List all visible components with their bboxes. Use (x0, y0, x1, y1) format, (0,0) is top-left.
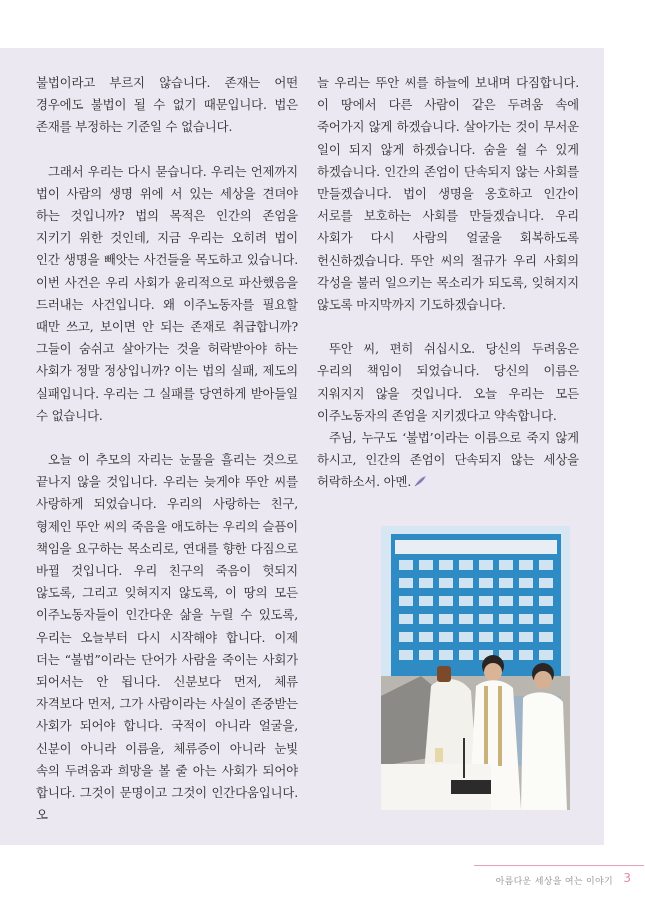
article-paragraph: 뚜안 씨, 편히 쉬십시오. 당신의 두려움은 우리의 책임이 되었습니다. 당신의 이름은 지워지지 않을 것입니다. 오늘 우리는 모든 이주노동자의 존엄을 지키겠다고 약속합니다. (317, 341, 579, 423)
leaf-icon (413, 475, 427, 487)
article-left-column (36, 72, 298, 827)
article-paragraph: 불법이라고 부르지 않습니다. 존재는 어떤 경우에도 불법이 될 수 없기 때문입니다. 법은 존재를 부정하는 기준일 수 없습니다. (36, 75, 298, 135)
article-paragraph: 늘 우리는 뚜안 씨를 하늘에 보내며 다짐합니다. 이 땅에서 다른 사람이 같은 두려움 속에 죽어가지 않게 하겠습니다. 살아가는 것이 무서운 일이 되지 않게 하겠습니다. 숨을 쉴 수 있게 하겠습니다. 인간의 존엄이 단속되지 않는 사회를 만들겠습니다. 법이 생명을 옹호하고 인간이 서로를 보호하는 사회를 만들겠습니다. 우리 사회가 다시 사람의 얼굴을 회복하도록 헌신하겠습니다. 뚜안 씨의 절규가 우리 사회의 각성을 불러 일으키는 목소리가 되도록, 잊혀지지 않도록 마지막까지 기도하겠습니다. (317, 75, 579, 313)
running-title: 아름다운 세상을 여는 이야기 (495, 877, 613, 887)
page-number: 3 (623, 871, 631, 885)
article-paragraph: 주님, 누구도 ‘불법’이라는 이름으로 죽지 않게 하시고, 인간의 존엄이 단속되지 않는 세상을 허락하소서. 아멘. (317, 430, 579, 490)
article-paragraph: 그래서 우리는 다시 묻습니다. 우리는 언제까지 법이 사람의 생명 위에 서 있는 세상을 견뎌야 하는 것입니까? 법의 목적은 인간의 존엄을 지키기 위한 것인데, 지금 우리는 오히려 법이 인간 생명을 빼앗는 사건들을 목도하고 있습니다. 이번 사건은 우리 사회가 윤리적으로 파산했음을 드러내는 사건입니다. 왜 이주노동자를 필요할 때만 쓰고, 보이면 안 되는 존재로 취급합니까? 그들이 숨쉬고 살아가는 것을 허락받아야 하는 사회가 정말 정상입니까? 이는 법의 실패, 제도의 실패입니다. 우리는 그 실패를 당연하게 받아들일 수 없습니다. (36, 163, 298, 423)
footer-rule (474, 865, 644, 866)
article-paragraph: 오늘 이 추모의 자리는 눈물을 흘리는 것으로 끝나지 않을 것입니다. 우리는 늦게야 뚜안 씨를 사랑하게 되었습니다. 우리의 사랑하는 친구, 형제인 뚜안 씨의 죽음을 애도하는 우리의 슬픔이 책임을 요구하는 목소리로, 연대를 향한 다짐으로 바뀔 것입니다. 우리 친구의 죽음이 헛되지 않도록, 그리고 잊혀지지 않도록, 이 땅의 모든 이주노동자들이 인간다운 삶을 누릴 수 있도록, 우리는 오늘부터 다시 시작해야 합니다. 이제 더는 “불법”이라는 단어가 사람을 죽이는 사회가 되어서는 안 됩니다. 신분보다 먼저, 체류 자격보다 먼저, 그가 사람이라는 사실이 존중받는 사회가 되어야 합니다. 국적이 아니라 얼굴을, 신분이 아니라 이름을, 체류증이 아니라 눈빛 속의 두려움과 희망을 볼 줄 아는 사회가 되어야 합니다. 그것이 문명이고 그것이 인간다움입니다. 오 (36, 452, 298, 823)
memorial-mass-photo (381, 526, 570, 810)
article-right-column (317, 72, 579, 494)
